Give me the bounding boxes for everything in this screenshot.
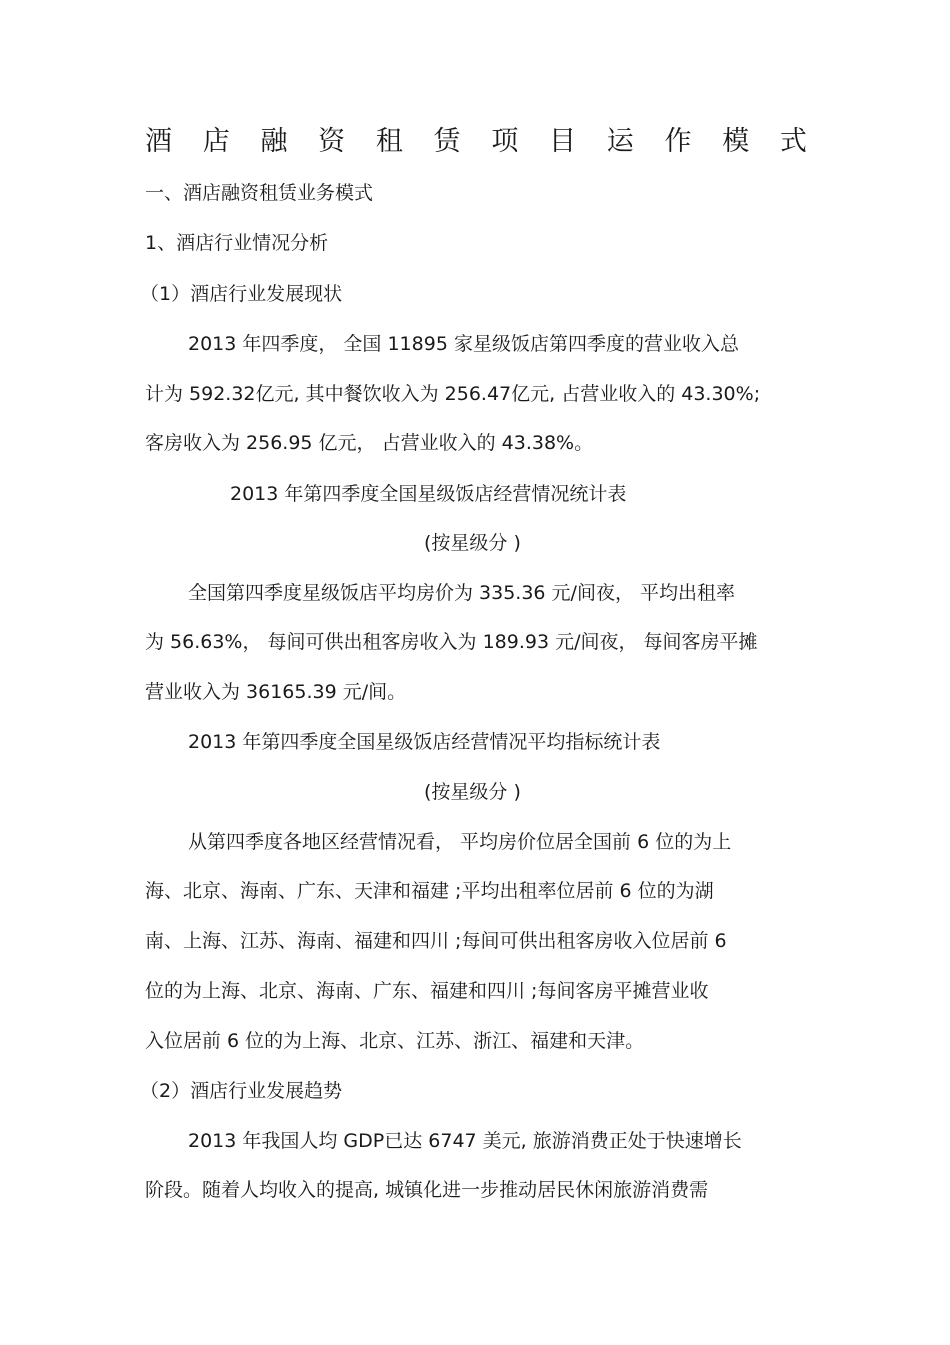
paragraph-line: 南、上海、江苏、海南、福建和四川 ;每间可供出租客房收入位居前 6 [145,930,727,952]
paragraph-line: 2013 年我国人均 GDP已达 6747 美元, 旅游消费正处于快速增长 [188,1130,742,1152]
subsection-heading: 1、酒店行业情况分析 [145,232,329,254]
section-heading: 一、酒店融资租赁业务模式 [145,182,374,204]
title-char: 租 [375,126,403,157]
paragraph-line: 海、北京、海南、广东、天津和福建 ;平均出租率位居前 6 位的为湖 [145,880,714,902]
item-heading: （1）酒店行业发展现状 [140,283,343,305]
title-char: 作 [664,126,692,157]
paragraph-line: 从第四季度各地区经营情况看， 平均房价位居全国前 6 位的为上 [188,831,732,853]
title-char: 模 [722,126,750,157]
table-caption: 2013 年第四季度全国星级饭店经营情况平均指标统计表 [188,731,661,753]
paragraph-line: 客房收入为 256.95 亿元， 占营业收入的 43.38%。 [145,432,594,454]
table-subcaption: (按星级分 ) [424,532,521,554]
table-subcaption: (按星级分 ) [424,781,521,803]
paragraph-line: 入位居前 6 位的为上海、北京、江苏、浙江、福建和天津。 [145,1030,645,1052]
title-char: 式 [779,126,807,157]
title-char: 资 [318,126,346,157]
item-heading: （2）酒店行业发展趋势 [140,1080,343,1102]
paragraph-line: 全国第四季度星级饭店平均房价为 335.36 元/间夜， 平均出租率 [188,582,736,604]
title-char: 酒 [145,126,172,157]
title-char: 赁 [433,126,461,157]
title-char: 融 [260,126,288,157]
title-char: 目 [549,126,577,157]
paragraph-line: 营业收入为 36165.39 元/间。 [145,681,407,703]
paragraph-line: 为 56.63%， 每间可供出租客房收入为 189.93 元/间夜， 每间客房平摊 [145,631,758,653]
paragraph-line: 2013 年四季度， 全国 11895 家星级饭店第四季度的营业收入总 [188,333,739,355]
title-char: 项 [491,126,519,157]
table-caption: 2013 年第四季度全国星级饭店经营情况统计表 [230,483,627,505]
paragraph-line: 位的为上海、北京、海南、广东、福建和四川 ;每间客房平摊营业收 [145,980,709,1002]
document-title [145,124,807,160]
paragraph-line: 计为 592.32亿元, 其中餐饮收入为 256.47亿元, 占营业收入的 43.30%; [145,383,761,405]
title-char: 运 [606,126,634,157]
paragraph-line: 阶段。随着人均收入的提高, 城镇化进一步推动居民休闲旅游消费需 [145,1179,709,1201]
title-char: 店 [202,126,230,157]
